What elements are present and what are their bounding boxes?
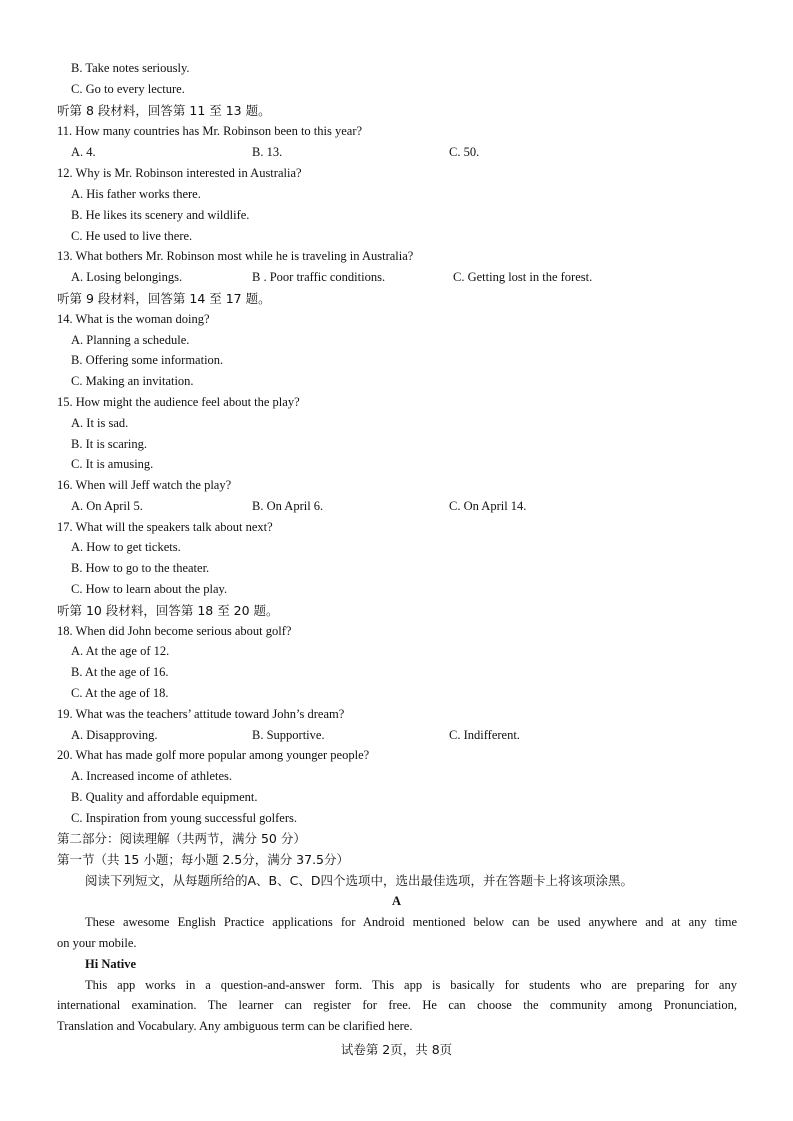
option-a: A. Losing belongings.	[71, 270, 183, 284]
question-text: 15. How might the audience feel about the play?	[57, 395, 300, 409]
passage-label: A	[391, 894, 402, 908]
section-heading: 第一节（共 15 小题；每小题 2.5分，满分 37.5分）	[57, 852, 350, 867]
question-text: 12. Why is Mr. Robinson interested in Australia?	[57, 166, 302, 180]
passage-paragraph: Translation and Vocabulary. Any ambiguous term can be clarified here.	[57, 1019, 413, 1033]
option-a: A. 4.	[71, 145, 96, 159]
passage-paragraph: on your mobile.	[57, 936, 137, 950]
section-instruction: 听第 8 段材料，回答第 11 至 13 题。	[57, 103, 271, 118]
option-line: A. Increased income of athletes.	[71, 769, 233, 783]
option-b: B. Supportive.	[252, 728, 325, 742]
passage-paragraph: These awesome English Practice applications for Android mentioned below can be used anywhere and at any time	[85, 915, 737, 929]
option-line: A. Planning a schedule.	[71, 333, 190, 347]
option-c: C. Getting lost in the forest.	[453, 270, 593, 284]
option-line: B. Take notes seriously.	[71, 61, 190, 75]
option-b: B . Poor traffic conditions.	[252, 270, 386, 284]
question-text: 13. What bothers Mr. Robinson most while he is traveling in Australia?	[57, 249, 414, 263]
option-line: C. At the age of 18.	[71, 686, 169, 700]
part-heading: 第二部分：阅读理解（共两节，满分 50 分）	[57, 831, 306, 846]
option-b: B. On April 6.	[252, 499, 324, 513]
option-line: C. Making an invitation.	[71, 374, 194, 388]
option-line: B. How to go to the theater.	[71, 561, 210, 575]
option-line: C. Inspiration from young successful golfers.	[71, 811, 298, 825]
option-a: A. Disapproving.	[71, 728, 158, 742]
option-line: B. Offering some information.	[71, 353, 224, 367]
option-line: C. How to learn about the play.	[71, 582, 228, 596]
passage-paragraph: This app works in a question-and-answer form. This app is basically for students who are preparing for any	[85, 978, 737, 992]
section-instruction: 听第 10 段材料，回答第 18 至 20 题。	[57, 603, 279, 618]
option-c: C. Indifferent.	[449, 728, 520, 742]
question-text: 19. What was the teachers’ attitude toward John’s dream?	[57, 707, 345, 721]
app-name-heading: Hi Native	[85, 957, 137, 971]
option-line: A. His father works there.	[71, 187, 201, 201]
option-c: C. 50.	[449, 145, 480, 159]
option-line: C. It is amusing.	[71, 457, 154, 471]
option-b: B. 13.	[252, 145, 283, 159]
question-text: 20. What has made golf more popular among younger people?	[57, 748, 370, 762]
question-text: 16. When will Jeff watch the play?	[57, 478, 232, 492]
question-text: 14. What is the woman doing?	[57, 312, 210, 326]
question-text: 18. When did John become serious about golf?	[57, 624, 292, 638]
option-line: A. At the age of 12.	[71, 644, 170, 658]
option-line: B. Quality and affordable equipment.	[71, 790, 258, 804]
question-text: 11. How many countries has Mr. Robinson been to this year?	[57, 124, 363, 138]
option-line: C. He used to live there.	[71, 229, 193, 243]
option-line: B. It is scaring.	[71, 437, 148, 451]
question-text: 17. What will the speakers talk about next?	[57, 520, 273, 534]
option-a: A. On April 5.	[71, 499, 143, 513]
option-c: C. On April 14.	[449, 499, 527, 513]
passage-paragraph: international examination. The learner can register for free. He can choose the community among Pronunciation,	[57, 998, 737, 1012]
option-line: B. He likes its scenery and wildlife.	[71, 208, 250, 222]
option-line: A. How to get tickets.	[71, 540, 181, 554]
option-line: C. Go to every lecture.	[71, 82, 185, 96]
section-instruction: 听第 9 段材料，回答第 14 至 17 题。	[57, 291, 271, 306]
reading-instruction: 阅读下列短文，从每题所给的A、B、C、D四个选项中，选出最佳选项，并在答题卡上将该项涂黑。	[85, 873, 633, 888]
page-footer: 试卷第 2页，共 8页	[340, 1042, 453, 1057]
option-line: B. At the age of 16.	[71, 665, 169, 679]
option-line: A. It is sad.	[71, 416, 129, 430]
